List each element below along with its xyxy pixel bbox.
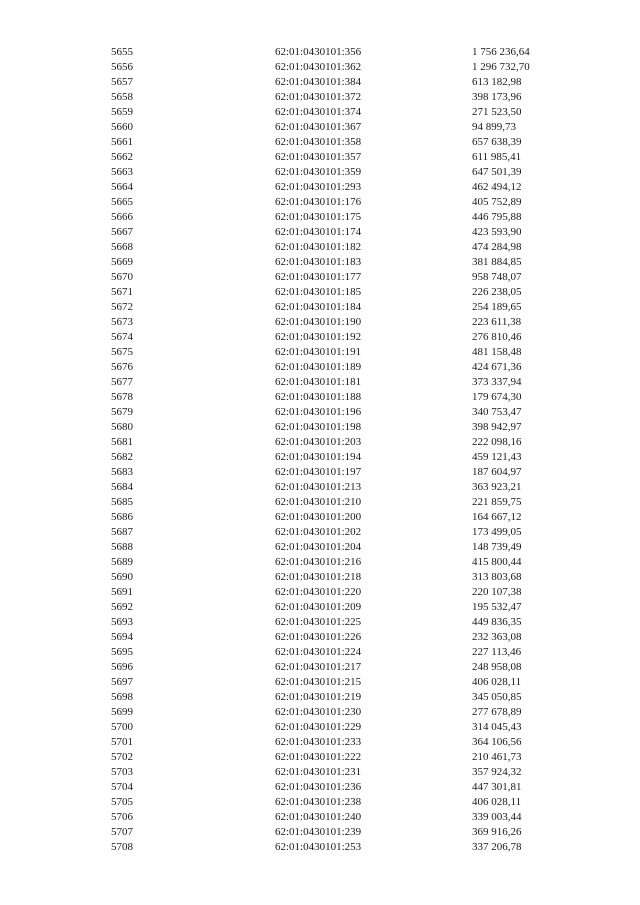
table-row bbox=[0, 75, 640, 90]
cadastral-value: 187 604,97 bbox=[472, 466, 522, 478]
cadastral-value: 405 752,89 bbox=[472, 196, 522, 208]
row-number: 5693 bbox=[111, 616, 133, 628]
cadastral-number: 62:01:0430101:218 bbox=[275, 571, 362, 583]
cadastral-number: 62:01:0430101:384 bbox=[275, 76, 362, 88]
cadastral-number: 62:01:0430101:176 bbox=[275, 196, 362, 208]
cadastral-number: 62:01:0430101:225 bbox=[275, 616, 362, 628]
row-number: 5678 bbox=[111, 391, 133, 403]
cadastral-number: 62:01:0430101:374 bbox=[275, 106, 362, 118]
cadastral-number: 62:01:0430101:196 bbox=[275, 406, 362, 418]
row-number: 5706 bbox=[111, 811, 133, 823]
table-row bbox=[0, 270, 640, 285]
table-row bbox=[0, 330, 640, 345]
row-number: 5674 bbox=[111, 331, 133, 343]
cadastral-value-table bbox=[0, 45, 640, 855]
cadastral-number: 62:01:0430101:359 bbox=[275, 166, 362, 178]
row-number: 5699 bbox=[111, 706, 133, 718]
cadastral-value: 277 678,89 bbox=[472, 706, 522, 718]
row-number: 5681 bbox=[111, 436, 133, 448]
row-number: 5702 bbox=[111, 751, 133, 763]
row-number: 5705 bbox=[111, 796, 133, 808]
table-row bbox=[0, 600, 640, 615]
cadastral-number: 62:01:0430101:190 bbox=[275, 316, 362, 328]
table-row bbox=[0, 120, 640, 135]
row-number: 5658 bbox=[111, 91, 133, 103]
table-row bbox=[0, 540, 640, 555]
row-number: 5657 bbox=[111, 76, 133, 88]
cadastral-number: 62:01:0430101:175 bbox=[275, 211, 362, 223]
cadastral-number: 62:01:0430101:177 bbox=[275, 271, 362, 283]
cadastral-value: 357 924,32 bbox=[472, 766, 522, 778]
table-row bbox=[0, 420, 640, 435]
row-number: 5689 bbox=[111, 556, 133, 568]
cadastral-value: 381 884,85 bbox=[472, 256, 522, 268]
cadastral-number: 62:01:0430101:230 bbox=[275, 706, 362, 718]
cadastral-value: 1 756 236,64 bbox=[472, 46, 530, 58]
table-row bbox=[0, 45, 640, 60]
table-row bbox=[0, 300, 640, 315]
table-row bbox=[0, 135, 640, 150]
row-number: 5707 bbox=[111, 826, 133, 838]
row-number: 5662 bbox=[111, 151, 133, 163]
table-row bbox=[0, 690, 640, 705]
table-row bbox=[0, 405, 640, 420]
row-number: 5684 bbox=[111, 481, 133, 493]
cadastral-value: 1 296 732,70 bbox=[472, 61, 530, 73]
table-row bbox=[0, 90, 640, 105]
table-row bbox=[0, 180, 640, 195]
cadastral-value: 94 899,73 bbox=[472, 121, 516, 133]
row-number: 5675 bbox=[111, 346, 133, 358]
row-number: 5673 bbox=[111, 316, 133, 328]
cadastral-value: 313 803,68 bbox=[472, 571, 522, 583]
cadastral-value: 423 593,90 bbox=[472, 226, 522, 238]
cadastral-number: 62:01:0430101:229 bbox=[275, 721, 362, 733]
cadastral-number: 62:01:0430101:216 bbox=[275, 556, 362, 568]
cadastral-value: 446 795,88 bbox=[472, 211, 522, 223]
table-row bbox=[0, 480, 640, 495]
table-row bbox=[0, 570, 640, 585]
cadastral-number: 62:01:0430101:239 bbox=[275, 826, 362, 838]
table-row bbox=[0, 225, 640, 240]
cadastral-value: 462 494,12 bbox=[472, 181, 522, 193]
cadastral-value: 148 739,49 bbox=[472, 541, 522, 553]
table-row bbox=[0, 345, 640, 360]
cadastral-number: 62:01:0430101:362 bbox=[275, 61, 362, 73]
table-row bbox=[0, 630, 640, 645]
cadastral-value: 611 985,41 bbox=[472, 151, 522, 163]
table-row bbox=[0, 795, 640, 810]
table-row bbox=[0, 840, 640, 855]
row-number: 5691 bbox=[111, 586, 133, 598]
row-number: 5686 bbox=[111, 511, 133, 523]
cadastral-value: 406 028,11 bbox=[472, 676, 522, 688]
row-number: 5697 bbox=[111, 676, 133, 688]
table-row bbox=[0, 585, 640, 600]
cadastral-number: 62:01:0430101:253 bbox=[275, 841, 362, 853]
cadastral-number: 62:01:0430101:217 bbox=[275, 661, 362, 673]
cadastral-value: 647 501,39 bbox=[472, 166, 522, 178]
row-number: 5672 bbox=[111, 301, 133, 313]
row-number: 5667 bbox=[111, 226, 133, 238]
cadastral-number: 62:01:0430101:185 bbox=[275, 286, 362, 298]
cadastral-number: 62:01:0430101:181 bbox=[275, 376, 362, 388]
cadastral-value: 481 158,48 bbox=[472, 346, 522, 358]
table-row bbox=[0, 195, 640, 210]
cadastral-number: 62:01:0430101:200 bbox=[275, 511, 362, 523]
cadastral-number: 62:01:0430101:240 bbox=[275, 811, 362, 823]
cadastral-number: 62:01:0430101:231 bbox=[275, 766, 362, 778]
table-row bbox=[0, 60, 640, 75]
cadastral-value: 363 923,21 bbox=[472, 481, 522, 493]
cadastral-number: 62:01:0430101:358 bbox=[275, 136, 362, 148]
row-number: 5680 bbox=[111, 421, 133, 433]
table-row bbox=[0, 210, 640, 225]
cadastral-number: 62:01:0430101:238 bbox=[275, 796, 362, 808]
row-number: 5695 bbox=[111, 646, 133, 658]
cadastral-value: 657 638,39 bbox=[472, 136, 522, 148]
cadastral-number: 62:01:0430101:233 bbox=[275, 736, 362, 748]
row-number: 5704 bbox=[111, 781, 133, 793]
table-row bbox=[0, 750, 640, 765]
cadastral-value: 220 107,38 bbox=[472, 586, 522, 598]
cadastral-value: 210 461,73 bbox=[472, 751, 522, 763]
row-number: 5655 bbox=[111, 46, 133, 58]
row-number: 5703 bbox=[111, 766, 133, 778]
cadastral-number: 62:01:0430101:357 bbox=[275, 151, 362, 163]
cadastral-number: 62:01:0430101:210 bbox=[275, 496, 362, 508]
table-row bbox=[0, 660, 640, 675]
row-number: 5669 bbox=[111, 256, 133, 268]
cadastral-number: 62:01:0430101:202 bbox=[275, 526, 362, 538]
cadastral-number: 62:01:0430101:184 bbox=[275, 301, 362, 313]
cadastral-number: 62:01:0430101:203 bbox=[275, 436, 362, 448]
cadastral-number: 62:01:0430101:189 bbox=[275, 361, 362, 373]
cadastral-value: 340 753,47 bbox=[472, 406, 522, 418]
table-row bbox=[0, 465, 640, 480]
cadastral-value: 227 113,46 bbox=[472, 646, 522, 658]
table-row bbox=[0, 495, 640, 510]
table-row bbox=[0, 765, 640, 780]
row-number: 5664 bbox=[111, 181, 133, 193]
cadastral-value: 406 028,11 bbox=[472, 796, 522, 808]
cadastral-value: 398 173,96 bbox=[472, 91, 522, 103]
cadastral-number: 62:01:0430101:222 bbox=[275, 751, 362, 763]
row-number: 5682 bbox=[111, 451, 133, 463]
table-row bbox=[0, 525, 640, 540]
cadastral-number: 62:01:0430101:213 bbox=[275, 481, 362, 493]
table-row bbox=[0, 390, 640, 405]
cadastral-number: 62:01:0430101:194 bbox=[275, 451, 362, 463]
table-row bbox=[0, 360, 640, 375]
cadastral-number: 62:01:0430101:219 bbox=[275, 691, 362, 703]
cadastral-number: 62:01:0430101:182 bbox=[275, 241, 362, 253]
cadastral-number: 62:01:0430101:209 bbox=[275, 601, 362, 613]
cadastral-number: 62:01:0430101:293 bbox=[275, 181, 362, 193]
row-number: 5688 bbox=[111, 541, 133, 553]
cadastral-number: 62:01:0430101:197 bbox=[275, 466, 362, 478]
row-number: 5685 bbox=[111, 496, 133, 508]
cadastral-value: 958 748,07 bbox=[472, 271, 522, 283]
cadastral-value: 337 206,78 bbox=[472, 841, 522, 853]
table-row bbox=[0, 255, 640, 270]
cadastral-number: 62:01:0430101:226 bbox=[275, 631, 362, 643]
table-row bbox=[0, 615, 640, 630]
cadastral-value: 223 611,38 bbox=[472, 316, 522, 328]
row-number: 5668 bbox=[111, 241, 133, 253]
cadastral-value: 424 671,36 bbox=[472, 361, 522, 373]
cadastral-number: 62:01:0430101:224 bbox=[275, 646, 362, 658]
cadastral-value: 613 182,98 bbox=[472, 76, 522, 88]
cadastral-number: 62:01:0430101:174 bbox=[275, 226, 362, 238]
row-number: 5670 bbox=[111, 271, 133, 283]
cadastral-value: 232 363,08 bbox=[472, 631, 522, 643]
cadastral-value: 276 810,46 bbox=[472, 331, 522, 343]
cadastral-value: 179 674,30 bbox=[472, 391, 522, 403]
cadastral-value: 369 916,26 bbox=[472, 826, 522, 838]
cadastral-number: 62:01:0430101:188 bbox=[275, 391, 362, 403]
table-row bbox=[0, 450, 640, 465]
cadastral-value: 226 238,05 bbox=[472, 286, 522, 298]
row-number: 5694 bbox=[111, 631, 133, 643]
cadastral-value: 271 523,50 bbox=[472, 106, 522, 118]
table-row bbox=[0, 735, 640, 750]
row-number: 5661 bbox=[111, 136, 133, 148]
row-number: 5708 bbox=[111, 841, 133, 853]
row-number: 5659 bbox=[111, 106, 133, 118]
table-row bbox=[0, 780, 640, 795]
cadastral-number: 62:01:0430101:191 bbox=[275, 346, 362, 358]
row-number: 5666 bbox=[111, 211, 133, 223]
cadastral-number: 62:01:0430101:220 bbox=[275, 586, 362, 598]
row-number: 5671 bbox=[111, 286, 133, 298]
table-row bbox=[0, 675, 640, 690]
row-number: 5700 bbox=[111, 721, 133, 733]
cadastral-number: 62:01:0430101:215 bbox=[275, 676, 362, 688]
cadastral-value: 373 337,94 bbox=[472, 376, 522, 388]
cadastral-value: 364 106,56 bbox=[472, 736, 522, 748]
row-number: 5690 bbox=[111, 571, 133, 583]
table-row bbox=[0, 645, 640, 660]
table-row bbox=[0, 705, 640, 720]
table-row bbox=[0, 510, 640, 525]
table-row bbox=[0, 825, 640, 840]
table-row bbox=[0, 315, 640, 330]
cadastral-number: 62:01:0430101:183 bbox=[275, 256, 362, 268]
row-number: 5656 bbox=[111, 61, 133, 73]
table-row bbox=[0, 810, 640, 825]
cadastral-value: 314 045,43 bbox=[472, 721, 522, 733]
cadastral-number: 62:01:0430101:204 bbox=[275, 541, 362, 553]
cadastral-value: 164 667,12 bbox=[472, 511, 522, 523]
cadastral-number: 62:01:0430101:356 bbox=[275, 46, 362, 58]
row-number: 5696 bbox=[111, 661, 133, 673]
row-number: 5677 bbox=[111, 376, 133, 388]
cadastral-value: 173 499,05 bbox=[472, 526, 522, 538]
table-row bbox=[0, 165, 640, 180]
cadastral-value: 459 121,43 bbox=[472, 451, 522, 463]
table-row bbox=[0, 285, 640, 300]
row-number: 5687 bbox=[111, 526, 133, 538]
cadastral-value: 248 958,08 bbox=[472, 661, 522, 673]
cadastral-value: 195 532,47 bbox=[472, 601, 522, 613]
cadastral-number: 62:01:0430101:236 bbox=[275, 781, 362, 793]
table-row bbox=[0, 435, 640, 450]
row-number: 5660 bbox=[111, 121, 133, 133]
row-number: 5692 bbox=[111, 601, 133, 613]
cadastral-number: 62:01:0430101:372 bbox=[275, 91, 362, 103]
cadastral-value: 415 800,44 bbox=[472, 556, 522, 568]
table-row bbox=[0, 240, 640, 255]
cadastral-value: 449 836,35 bbox=[472, 616, 522, 628]
cadastral-value: 254 189,65 bbox=[472, 301, 522, 313]
table-row bbox=[0, 375, 640, 390]
cadastral-value: 221 859,75 bbox=[472, 496, 522, 508]
row-number: 5698 bbox=[111, 691, 133, 703]
row-number: 5665 bbox=[111, 196, 133, 208]
row-number: 5683 bbox=[111, 466, 133, 478]
row-number: 5701 bbox=[111, 736, 133, 748]
table-row bbox=[0, 555, 640, 570]
cadastral-number: 62:01:0430101:192 bbox=[275, 331, 362, 343]
table-row bbox=[0, 150, 640, 165]
cadastral-value: 398 942,97 bbox=[472, 421, 522, 433]
cadastral-value: 447 301,81 bbox=[472, 781, 522, 793]
table-row bbox=[0, 105, 640, 120]
row-number: 5679 bbox=[111, 406, 133, 418]
cadastral-value: 222 098,16 bbox=[472, 436, 522, 448]
row-number: 5663 bbox=[111, 166, 133, 178]
cadastral-value: 474 284,98 bbox=[472, 241, 522, 253]
cadastral-number: 62:01:0430101:198 bbox=[275, 421, 362, 433]
cadastral-value: 345 050,85 bbox=[472, 691, 522, 703]
table-row bbox=[0, 720, 640, 735]
cadastral-number: 62:01:0430101:367 bbox=[275, 121, 362, 133]
row-number: 5676 bbox=[111, 361, 133, 373]
cadastral-value: 339 003,44 bbox=[472, 811, 522, 823]
